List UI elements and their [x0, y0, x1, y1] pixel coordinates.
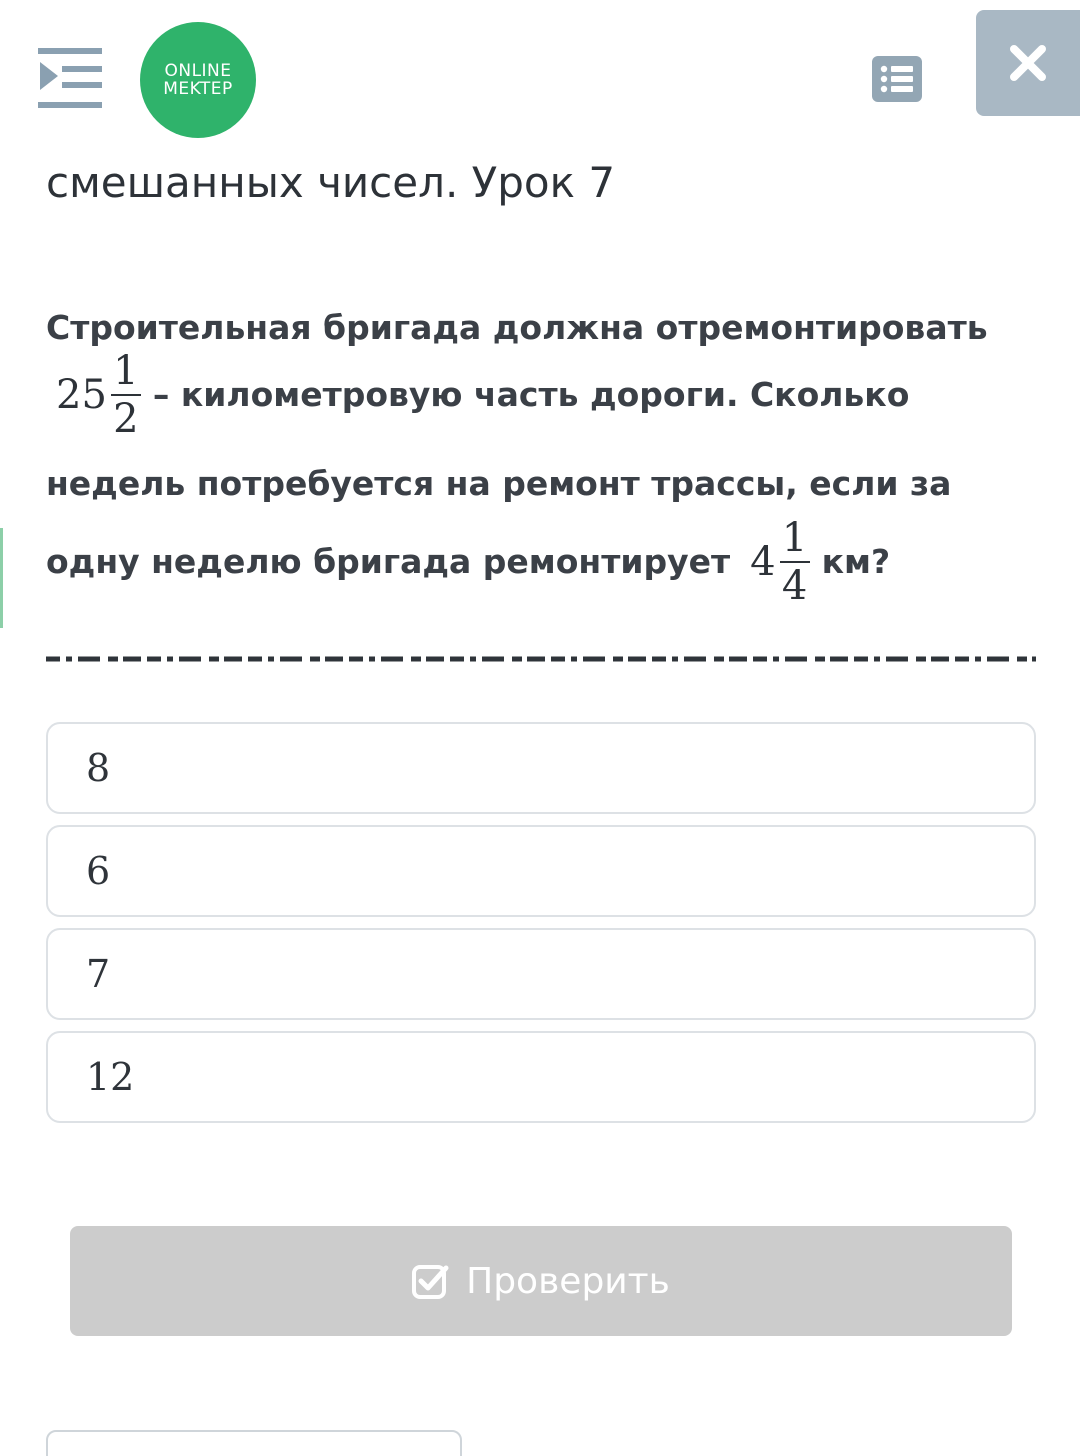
list-icon	[880, 64, 914, 94]
answer-option-label: 6	[86, 849, 111, 893]
answer-option[interactable]	[46, 928, 1036, 1020]
logo-text-line1: ONLINE	[164, 61, 232, 81]
fraction-denominator: 4	[781, 563, 808, 609]
question-line	[46, 344, 1036, 446]
fraction-whole: 4	[750, 539, 776, 585]
answer-option[interactable]	[46, 1031, 1036, 1123]
fraction-numerator: 1	[113, 348, 139, 394]
close-icon	[1008, 43, 1048, 83]
question-line4: одну неделю бригада ремонтирует	[46, 542, 731, 581]
check-button-label: Проверить	[466, 1260, 670, 1302]
fraction-whole: 25	[56, 372, 107, 418]
answer-option-label: 8	[86, 746, 111, 790]
fraction-denominator: 2	[113, 396, 139, 442]
answer-option-label: 7	[86, 952, 111, 996]
fraction-numerator: 1	[781, 515, 808, 561]
top-bar	[0, 0, 1080, 140]
logo-text-line2: MEKTEP	[163, 79, 233, 99]
mixed-fraction	[56, 348, 141, 442]
check-button[interactable]	[70, 1226, 1012, 1336]
answer-option-label: 12	[86, 1055, 135, 1099]
answer-option[interactable]	[46, 722, 1036, 814]
question-units: км?	[821, 542, 891, 581]
side-scroll-indicator	[0, 528, 3, 628]
mixed-fraction	[750, 515, 809, 609]
question-line	[46, 446, 1036, 522]
close-button[interactable]	[976, 10, 1080, 116]
question-line3: недель потребуется на ремонт трассы, если за	[46, 464, 952, 503]
question-line	[46, 290, 1036, 347]
fraction	[111, 348, 141, 442]
question-text	[46, 290, 1036, 609]
question-line2: – километровую часть дороги. Сколько	[152, 375, 910, 414]
answer-option[interactable]	[46, 825, 1036, 917]
answer-options	[46, 722, 1036, 1134]
question-line	[46, 515, 1036, 609]
lesson-title: смешанных чисел. Урок 7	[46, 158, 616, 207]
checkbox-check-icon	[412, 1263, 450, 1299]
section-divider	[46, 648, 1036, 656]
bottom-partial-button[interactable]	[46, 1430, 462, 1456]
list-button[interactable]	[872, 56, 922, 102]
menu-collapse-icon[interactable]	[38, 48, 104, 110]
question-line1: Строительная бригада должна отремонтировать	[46, 308, 988, 347]
online-mektep-logo[interactable]	[140, 22, 256, 138]
fraction	[780, 515, 810, 609]
